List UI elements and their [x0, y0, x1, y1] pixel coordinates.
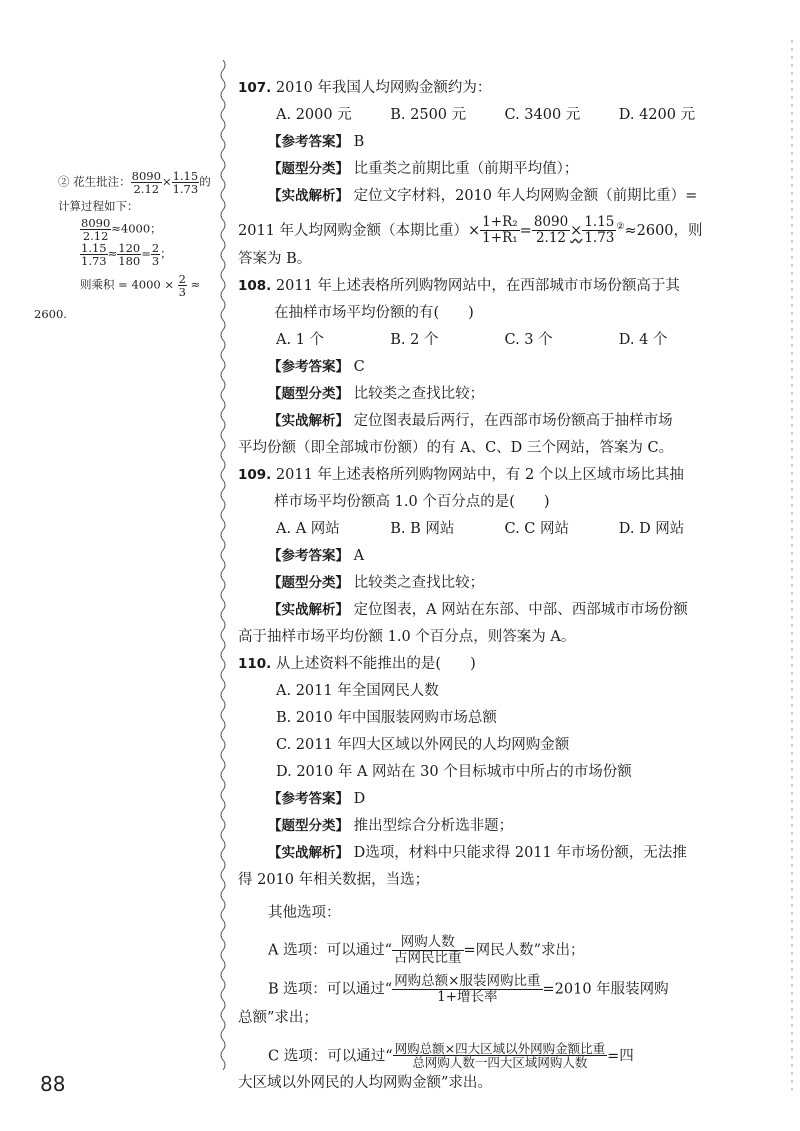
analysis-label: 【实战解析】: [268, 413, 349, 430]
value-fraction: [532, 215, 570, 246]
explanation-fraction: [392, 974, 542, 1005]
fraction-numerator: 120: [118, 241, 141, 256]
analysis-label: 【实战解析】: [268, 845, 349, 862]
annotation-text: ；: [160, 246, 172, 261]
option-a: A. 1 个: [276, 332, 325, 349]
analysis-text: 2011 年人均网购金额（本期比重）×: [238, 222, 481, 239]
question-stem: 2011 年上述表格所列购物网站中，在西部城市市场份额高于其: [275, 278, 680, 295]
fraction-numerator: 8090: [81, 216, 111, 231]
other-options-heading: 其他选项：: [268, 905, 341, 922]
annotation-text: ≈: [107, 246, 118, 261]
option-d: D. 4200 元: [618, 107, 696, 123]
annotation-line-2: 计算过程如下：: [58, 199, 139, 214]
main-content: [238, 75, 733, 1097]
analysis-label: 【实战解析】: [268, 602, 349, 619]
fraction-denominator: 1.73: [81, 254, 107, 269]
category-value: 比较类之查找比较；: [353, 575, 485, 592]
page-number: 88: [40, 1072, 66, 1096]
rate-fraction: [582, 215, 616, 246]
category-label: 【题型分类】: [268, 575, 349, 592]
option-d: D. 2010 年 A 网站在 30 个目标城市中所占的市场份额: [276, 764, 632, 781]
option-d: D. D 网站: [618, 521, 685, 538]
answer-label: 【参考答案】: [268, 359, 349, 376]
annotation-fraction: [151, 242, 160, 267]
analysis-row: [238, 408, 733, 435]
annotation-text: =: [141, 246, 151, 261]
option-c: C. 3 个: [504, 332, 553, 349]
answer-row: [238, 354, 733, 381]
fraction-numerator: 网购总额×服装网购比重: [394, 972, 541, 989]
question-stem-cont: 在抽样市场平均份额的有( ): [274, 305, 474, 322]
fraction-denominator: 总网购人数一四大区域网购人数: [412, 1055, 588, 1071]
answer-value: C: [353, 359, 365, 376]
annotation-fraction: [178, 273, 187, 298]
fraction-denominator: 1+增长率: [437, 988, 498, 1005]
option-c-explanation: [238, 1042, 733, 1071]
question-stem-cont: 样市场平均份额高 1.0 个百分点的是( ): [274, 494, 550, 511]
annotation-fraction: [80, 242, 108, 267]
answer-value: B: [353, 134, 365, 150]
annotation-text: 则乘积 = 4000 ×: [80, 277, 175, 292]
option-b-explanation-cont: 总额”求出；: [238, 1009, 318, 1026]
annotation-fraction: [80, 217, 111, 242]
fraction-denominator: 2.12: [535, 230, 567, 247]
analysis-line: 得 2010 年相关数据，当选；: [238, 872, 430, 889]
category-value: 比重类之前期比重（前期平均值）；: [353, 161, 579, 177]
annotation-line-6: 2600.: [34, 306, 67, 321]
analysis-text: ≈2600，则: [624, 222, 703, 239]
question-number: 107.: [238, 80, 272, 96]
category-value: 推出型综合分析选非题；: [353, 818, 514, 835]
question-108: [238, 273, 733, 462]
answer-value: A: [353, 548, 365, 565]
category-label: 【题型分类】: [268, 386, 349, 403]
analysis-line: 答案为 B。: [238, 251, 312, 268]
annotation-fraction: [131, 170, 162, 195]
analysis-formula-line: [238, 214, 733, 246]
explanation-text: B 选项：可以通过“: [268, 981, 393, 998]
option-b: B. 2500 元: [390, 107, 467, 123]
annotation-fraction: [172, 170, 200, 195]
annotation-line-3: [58, 217, 226, 242]
question-109: [238, 462, 733, 651]
fraction-denominator: 180: [118, 254, 141, 269]
explanation-text: =网民人数”求出；: [463, 942, 585, 959]
analysis-text: 定位图表，A 网站在东部、中部、西部城市市场份额: [353, 602, 688, 619]
fraction-denominator: 2.12: [82, 229, 109, 244]
analysis-text: 定位图表最后两行，在西部市场份额高于抽样市场: [353, 413, 673, 430]
explanation-text: C 选项：可以通过“: [268, 1047, 393, 1064]
fraction-numerator: 1.15: [584, 214, 615, 231]
answer-value: D: [353, 791, 366, 808]
annotation-line-1: [58, 170, 226, 195]
question-110: [238, 651, 733, 1097]
option-a: A. A 网站: [276, 521, 340, 538]
analysis-line: 高于抽样市场平均份额 1.0 个百分点，则答案为 A。: [238, 629, 576, 646]
analysis-row: [238, 597, 733, 624]
answer-row: [238, 786, 733, 813]
fraction-numerator: 1.15: [81, 241, 107, 256]
options-row: [238, 102, 733, 129]
category-row: [238, 570, 733, 597]
times-sign: ×: [570, 222, 583, 239]
fraction-numerator: 网购总额×四大区域以外网购金额比重: [394, 1040, 606, 1056]
option-b: B. B 网站: [390, 521, 455, 538]
footnote-mark: ②: [616, 222, 625, 232]
annotation-line-5: [58, 273, 226, 298]
explanation-text: A 选项：可以通过“: [268, 942, 392, 959]
option-d: D. 4 个: [618, 332, 668, 349]
annotation-text: ≈4000；: [111, 221, 162, 236]
analysis-row: [238, 840, 733, 867]
category-value: 比较类之查找比较；: [353, 386, 485, 403]
fraction-numerator: 网购人数: [392, 935, 464, 951]
analysis-line: 平均份额（即全部城市份额）的有 A、C、D 三个网站，答案为 C。: [238, 440, 674, 457]
category-label: 【题型分类】: [268, 818, 349, 835]
fraction-denominator: 3: [178, 285, 186, 300]
fraction-denominator: 2.12: [133, 182, 160, 197]
page-edge: [790, 40, 794, 1090]
fraction-denominator: 1.73: [172, 182, 199, 197]
fraction-numerator: 1+R₂: [482, 214, 518, 231]
question-107: [238, 75, 733, 273]
option-c: C. C 网站: [504, 521, 569, 538]
answer-row: [238, 129, 733, 156]
answer-label: 【参考答案】: [268, 791, 349, 808]
question-stem: 2010 年我国人均网购金额约为：: [275, 80, 492, 96]
annotation-line-4: [58, 242, 226, 267]
question-stem: 2011 年上述表格所列购物网站中，有 2 个以上区域市场比其抽: [275, 467, 684, 484]
option-c: C. 3400 元: [504, 107, 581, 123]
option-c: C. 2011 年四大区域以外网民的人均网购金额: [276, 737, 570, 754]
fraction-numerator: 8090: [131, 169, 161, 183]
option-b-explanation: [238, 974, 733, 1005]
fraction-denominator: 1.73: [584, 230, 615, 247]
question-number: 110.: [238, 656, 272, 673]
option-b: B. 2 个: [390, 332, 439, 349]
category-label: 【题型分类】: [268, 161, 349, 177]
fraction-denominator: 3: [151, 254, 160, 269]
fraction-numerator: 2: [151, 241, 160, 256]
explanation-text: =四: [607, 1047, 634, 1064]
category-row: [238, 381, 733, 408]
fraction-numerator: 1.15: [172, 169, 199, 183]
answer-label: 【参考答案】: [268, 134, 349, 150]
annotation-text: ≈: [190, 277, 201, 292]
growth-fraction: [480, 215, 519, 246]
fraction-denominator: 占网民比重: [394, 950, 462, 967]
category-row: [238, 156, 733, 183]
explanation-fraction: [392, 935, 464, 966]
option-a: A. 2011 年全国网民人数: [276, 683, 439, 700]
question-number: 108.: [238, 278, 272, 295]
equals-sign: =: [519, 222, 532, 239]
annotation-prefix: ② 花生批注：: [58, 174, 131, 189]
option-c-explanation-cont: 大区域以外网民的人均网购金额”求出。: [238, 1075, 492, 1092]
side-annotation: [34, 169, 226, 325]
fraction-denominator: 1+R₁: [482, 230, 518, 247]
explanation-fraction: [393, 1042, 607, 1071]
annotation-text: 的: [199, 174, 211, 189]
option-a: A. 2000 元: [276, 107, 352, 123]
analysis-label: 【实战解析】: [268, 188, 349, 204]
answer-label: 【参考答案】: [268, 548, 349, 565]
question-stem: 从上述资料不能推出的是( ): [275, 656, 476, 673]
question-number: 109.: [238, 467, 272, 484]
option-a-explanation: [238, 935, 733, 966]
category-row: [238, 813, 733, 840]
fraction-numerator: 2: [178, 272, 186, 287]
analysis-row: [238, 183, 733, 210]
options-row: [238, 327, 733, 354]
annotation-fraction: [117, 242, 141, 267]
answer-row: [238, 543, 733, 570]
analysis-text: D选项，材料中只能求得 2011 年市场份额，无法推: [353, 845, 687, 862]
options-list: [238, 678, 733, 786]
underlined-expression: [532, 214, 617, 247]
times-sign: ×: [161, 174, 172, 189]
options-row: [238, 516, 733, 543]
explanation-text: =2010 年服装网购: [542, 981, 669, 998]
fraction-numerator: 8090: [533, 214, 569, 231]
analysis-text: 定位文字材料，2010 年人均网购金额（前期比重）=: [353, 188, 698, 204]
option-b: B. 2010 年中国服装网购市场总额: [276, 710, 497, 727]
wavy-divider: [218, 60, 228, 1070]
